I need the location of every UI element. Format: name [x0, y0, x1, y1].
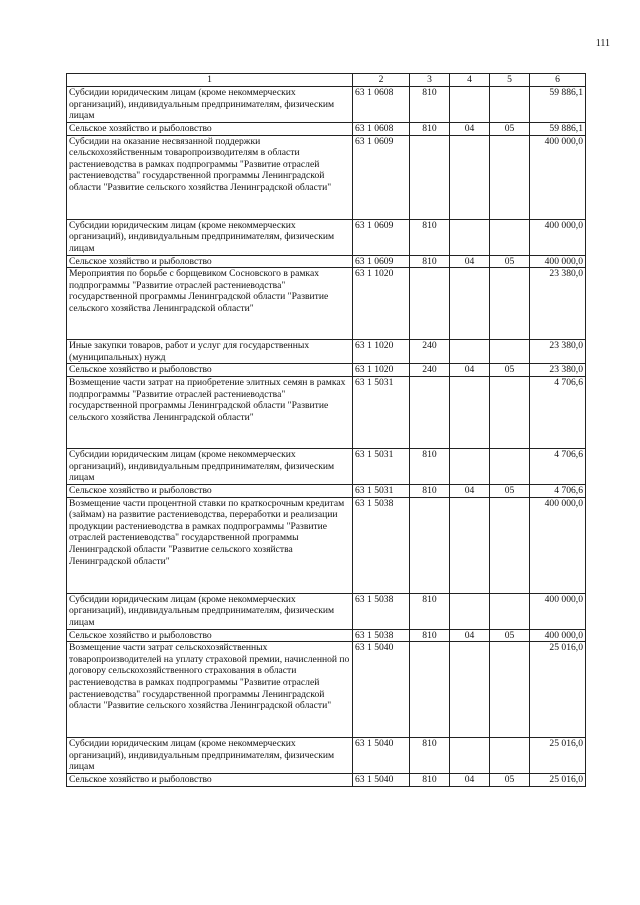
row-name-cell: Возмещение части затрат на приобретение элитных семян в рамках подпрограммы "Развитие отраслей растениеводства" государственной программы Ленинградской области "Развитие сельского хозяйства Ленинградской области" [67, 376, 353, 448]
table-row [67, 364, 586, 377]
row-subsection-cell: 05 [490, 484, 530, 497]
budget-table [66, 73, 586, 787]
row-expense-type-cell: 810 [410, 219, 450, 255]
row-expense-type-cell: 810 [410, 484, 450, 497]
row-section-cell [450, 87, 490, 123]
row-code-cell: 63 1 5038 [353, 593, 410, 629]
table-row [67, 774, 586, 787]
row-section-cell [450, 135, 490, 219]
row-code-cell: 63 1 0609 [353, 135, 410, 219]
row-expense-type-cell [410, 135, 450, 219]
row-section-cell: 04 [450, 774, 490, 787]
page-number: 111 [595, 38, 610, 49]
column-header: 6 [530, 74, 586, 87]
row-amount-cell: 400 000,0 [530, 219, 586, 255]
row-subsection-cell: 05 [490, 774, 530, 787]
row-subsection-cell: 05 [490, 629, 530, 642]
row-expense-type-cell: 240 [410, 340, 450, 364]
row-subsection-cell [490, 219, 530, 255]
row-name-cell: Субсидии юридическим лицам (кроме некоммерческих организаций), индивидуальным предпринимателям, физическим лицам [67, 448, 353, 484]
row-amount-cell: 400 000,0 [530, 135, 586, 219]
table-row [67, 87, 586, 123]
table-row [67, 738, 586, 774]
row-expense-type-cell: 810 [410, 255, 450, 268]
row-section-cell [450, 268, 490, 340]
row-expense-type-cell [410, 497, 450, 593]
table-row [67, 376, 586, 448]
table-row [67, 255, 586, 268]
row-amount-cell: 25 016,0 [530, 738, 586, 774]
row-name-cell: Иные закупки товаров, работ и услуг для государственных (муниципальных) нужд [67, 340, 353, 364]
row-amount-cell: 4 706,6 [530, 376, 586, 448]
table-row [67, 123, 586, 136]
row-subsection-cell [490, 642, 530, 738]
row-subsection-cell: 05 [490, 123, 530, 136]
table-row [67, 484, 586, 497]
row-expense-type-cell: 810 [410, 629, 450, 642]
row-subsection-cell [490, 738, 530, 774]
row-amount-cell: 400 000,0 [530, 593, 586, 629]
row-name-cell: Сельское хозяйство и рыболовство [67, 629, 353, 642]
row-code-cell: 63 1 5038 [353, 629, 410, 642]
table-row [67, 497, 586, 593]
row-name-cell: Мероприятия по борьбе с борщевиком Сосновского в рамках подпрограммы "Развитие отраслей растениеводства" государственной программы Ленинградской области "Развитие сельского хозяйства Ленинградской области" [67, 268, 353, 340]
row-subsection-cell [490, 135, 530, 219]
row-code-cell: 63 1 0609 [353, 255, 410, 268]
row-code-cell: 63 1 5040 [353, 774, 410, 787]
row-section-cell [450, 376, 490, 448]
row-name-cell: Субсидии юридическим лицам (кроме некоммерческих организаций), индивидуальным предпринимателям, физическим лицам [67, 87, 353, 123]
row-code-cell: 63 1 5040 [353, 738, 410, 774]
row-name-cell: Сельское хозяйство и рыболовство [67, 484, 353, 497]
row-expense-type-cell: 810 [410, 123, 450, 136]
row-expense-type-cell: 810 [410, 448, 450, 484]
row-code-cell: 63 1 5038 [353, 497, 410, 593]
row-expense-type-cell [410, 642, 450, 738]
row-name-cell: Субсидии юридическим лицам (кроме некоммерческих организаций), индивидуальным предпринимателям, физическим лицам [67, 738, 353, 774]
table-header-row [67, 74, 586, 87]
row-section-cell [450, 593, 490, 629]
table-row [67, 219, 586, 255]
row-amount-cell: 25 016,0 [530, 642, 586, 738]
row-amount-cell: 59 886,1 [530, 87, 586, 123]
row-subsection-cell [490, 497, 530, 593]
row-name-cell: Сельское хозяйство и рыболовство [67, 364, 353, 377]
row-section-cell: 04 [450, 255, 490, 268]
table-row [67, 268, 586, 340]
row-section-cell [450, 642, 490, 738]
row-code-cell: 63 1 0608 [353, 87, 410, 123]
row-section-cell [450, 448, 490, 484]
row-section-cell: 04 [450, 629, 490, 642]
row-code-cell: 63 1 5040 [353, 642, 410, 738]
row-name-cell: Субсидии юридическим лицам (кроме некоммерческих организаций), индивидуальным предпринимателям, физическим лицам [67, 219, 353, 255]
row-name-cell: Субсидии юридическим лицам (кроме некоммерческих организаций), индивидуальным предпринимателям, физическим лицам [67, 593, 353, 629]
row-amount-cell: 400 000,0 [530, 629, 586, 642]
row-code-cell: 63 1 1020 [353, 340, 410, 364]
row-amount-cell: 400 000,0 [530, 255, 586, 268]
table-row [67, 629, 586, 642]
row-amount-cell: 25 016,0 [530, 774, 586, 787]
column-header: 2 [353, 74, 410, 87]
row-section-cell [450, 738, 490, 774]
column-header: 1 [67, 74, 353, 87]
row-code-cell: 63 1 0609 [353, 219, 410, 255]
column-header: 5 [490, 74, 530, 87]
column-header: 4 [450, 74, 490, 87]
row-subsection-cell: 05 [490, 255, 530, 268]
row-expense-type-cell: 810 [410, 738, 450, 774]
row-code-cell: 63 1 1020 [353, 268, 410, 340]
row-expense-type-cell: 810 [410, 593, 450, 629]
table-row [67, 135, 586, 219]
row-expense-type-cell: 810 [410, 774, 450, 787]
row-amount-cell: 23 380,0 [530, 340, 586, 364]
row-expense-type-cell: 810 [410, 87, 450, 123]
row-subsection-cell: 05 [490, 364, 530, 377]
row-amount-cell: 4 706,6 [530, 448, 586, 484]
row-code-cell: 63 1 0608 [353, 123, 410, 136]
row-section-cell [450, 497, 490, 593]
row-amount-cell: 400 000,0 [530, 497, 586, 593]
row-subsection-cell [490, 448, 530, 484]
row-code-cell: 63 1 5031 [353, 484, 410, 497]
table-row [67, 642, 586, 738]
row-section-cell: 04 [450, 484, 490, 497]
row-code-cell: 63 1 5031 [353, 448, 410, 484]
table-row [67, 593, 586, 629]
row-subsection-cell [490, 87, 530, 123]
row-section-cell: 04 [450, 123, 490, 136]
row-name-cell: Возмещение части процентной ставки по краткосрочным кредитам (займам) на развитие растениеводства, переработки и реализации продукции растениеводства в рамках подпрограммы "Развитие отраслей растениеводства" государственной программы Ленинградской области "Развитие сельского хозяйства Ленинградской области" [67, 497, 353, 593]
row-name-cell: Сельское хозяйство и рыболовство [67, 255, 353, 268]
row-amount-cell: 23 380,0 [530, 268, 586, 340]
row-code-cell: 63 1 5031 [353, 376, 410, 448]
row-section-cell [450, 340, 490, 364]
row-name-cell: Субсидии на оказание несвязанной поддержки сельскохозяйственным товаропроизводителям в области растениеводства в рамках подпрограммы "Развитие отраслей растениеводства" государственной программы Ленинградской области "Развитие сельского хозяйства Ленинградской области" [67, 135, 353, 219]
row-subsection-cell [490, 340, 530, 364]
row-name-cell: Возмещение части затрат сельскохозяйственных товаропроизводителей на уплату страховой премии, начисленной по договору сельскохозяйственного страхования в области растениеводства в рамках подпрограммы "Развитие отраслей растениеводства" государственной программы Ленинградской области "Развитие сельского хозяйства Ленинградской области" [67, 642, 353, 738]
row-expense-type-cell: 240 [410, 364, 450, 377]
row-name-cell: Сельское хозяйство и рыболовство [67, 774, 353, 787]
row-code-cell: 63 1 1020 [353, 364, 410, 377]
table-body [67, 87, 586, 787]
row-amount-cell: 4 706,6 [530, 484, 586, 497]
row-section-cell [450, 219, 490, 255]
row-subsection-cell [490, 376, 530, 448]
row-expense-type-cell [410, 376, 450, 448]
row-amount-cell: 23 380,0 [530, 364, 586, 377]
table-row [67, 448, 586, 484]
table-row [67, 340, 586, 364]
row-section-cell: 04 [450, 364, 490, 377]
column-header: 3 [410, 74, 450, 87]
row-amount-cell: 59 886,1 [530, 123, 586, 136]
row-subsection-cell [490, 593, 530, 629]
row-subsection-cell [490, 268, 530, 340]
row-name-cell: Сельское хозяйство и рыболовство [67, 123, 353, 136]
row-expense-type-cell [410, 268, 450, 340]
